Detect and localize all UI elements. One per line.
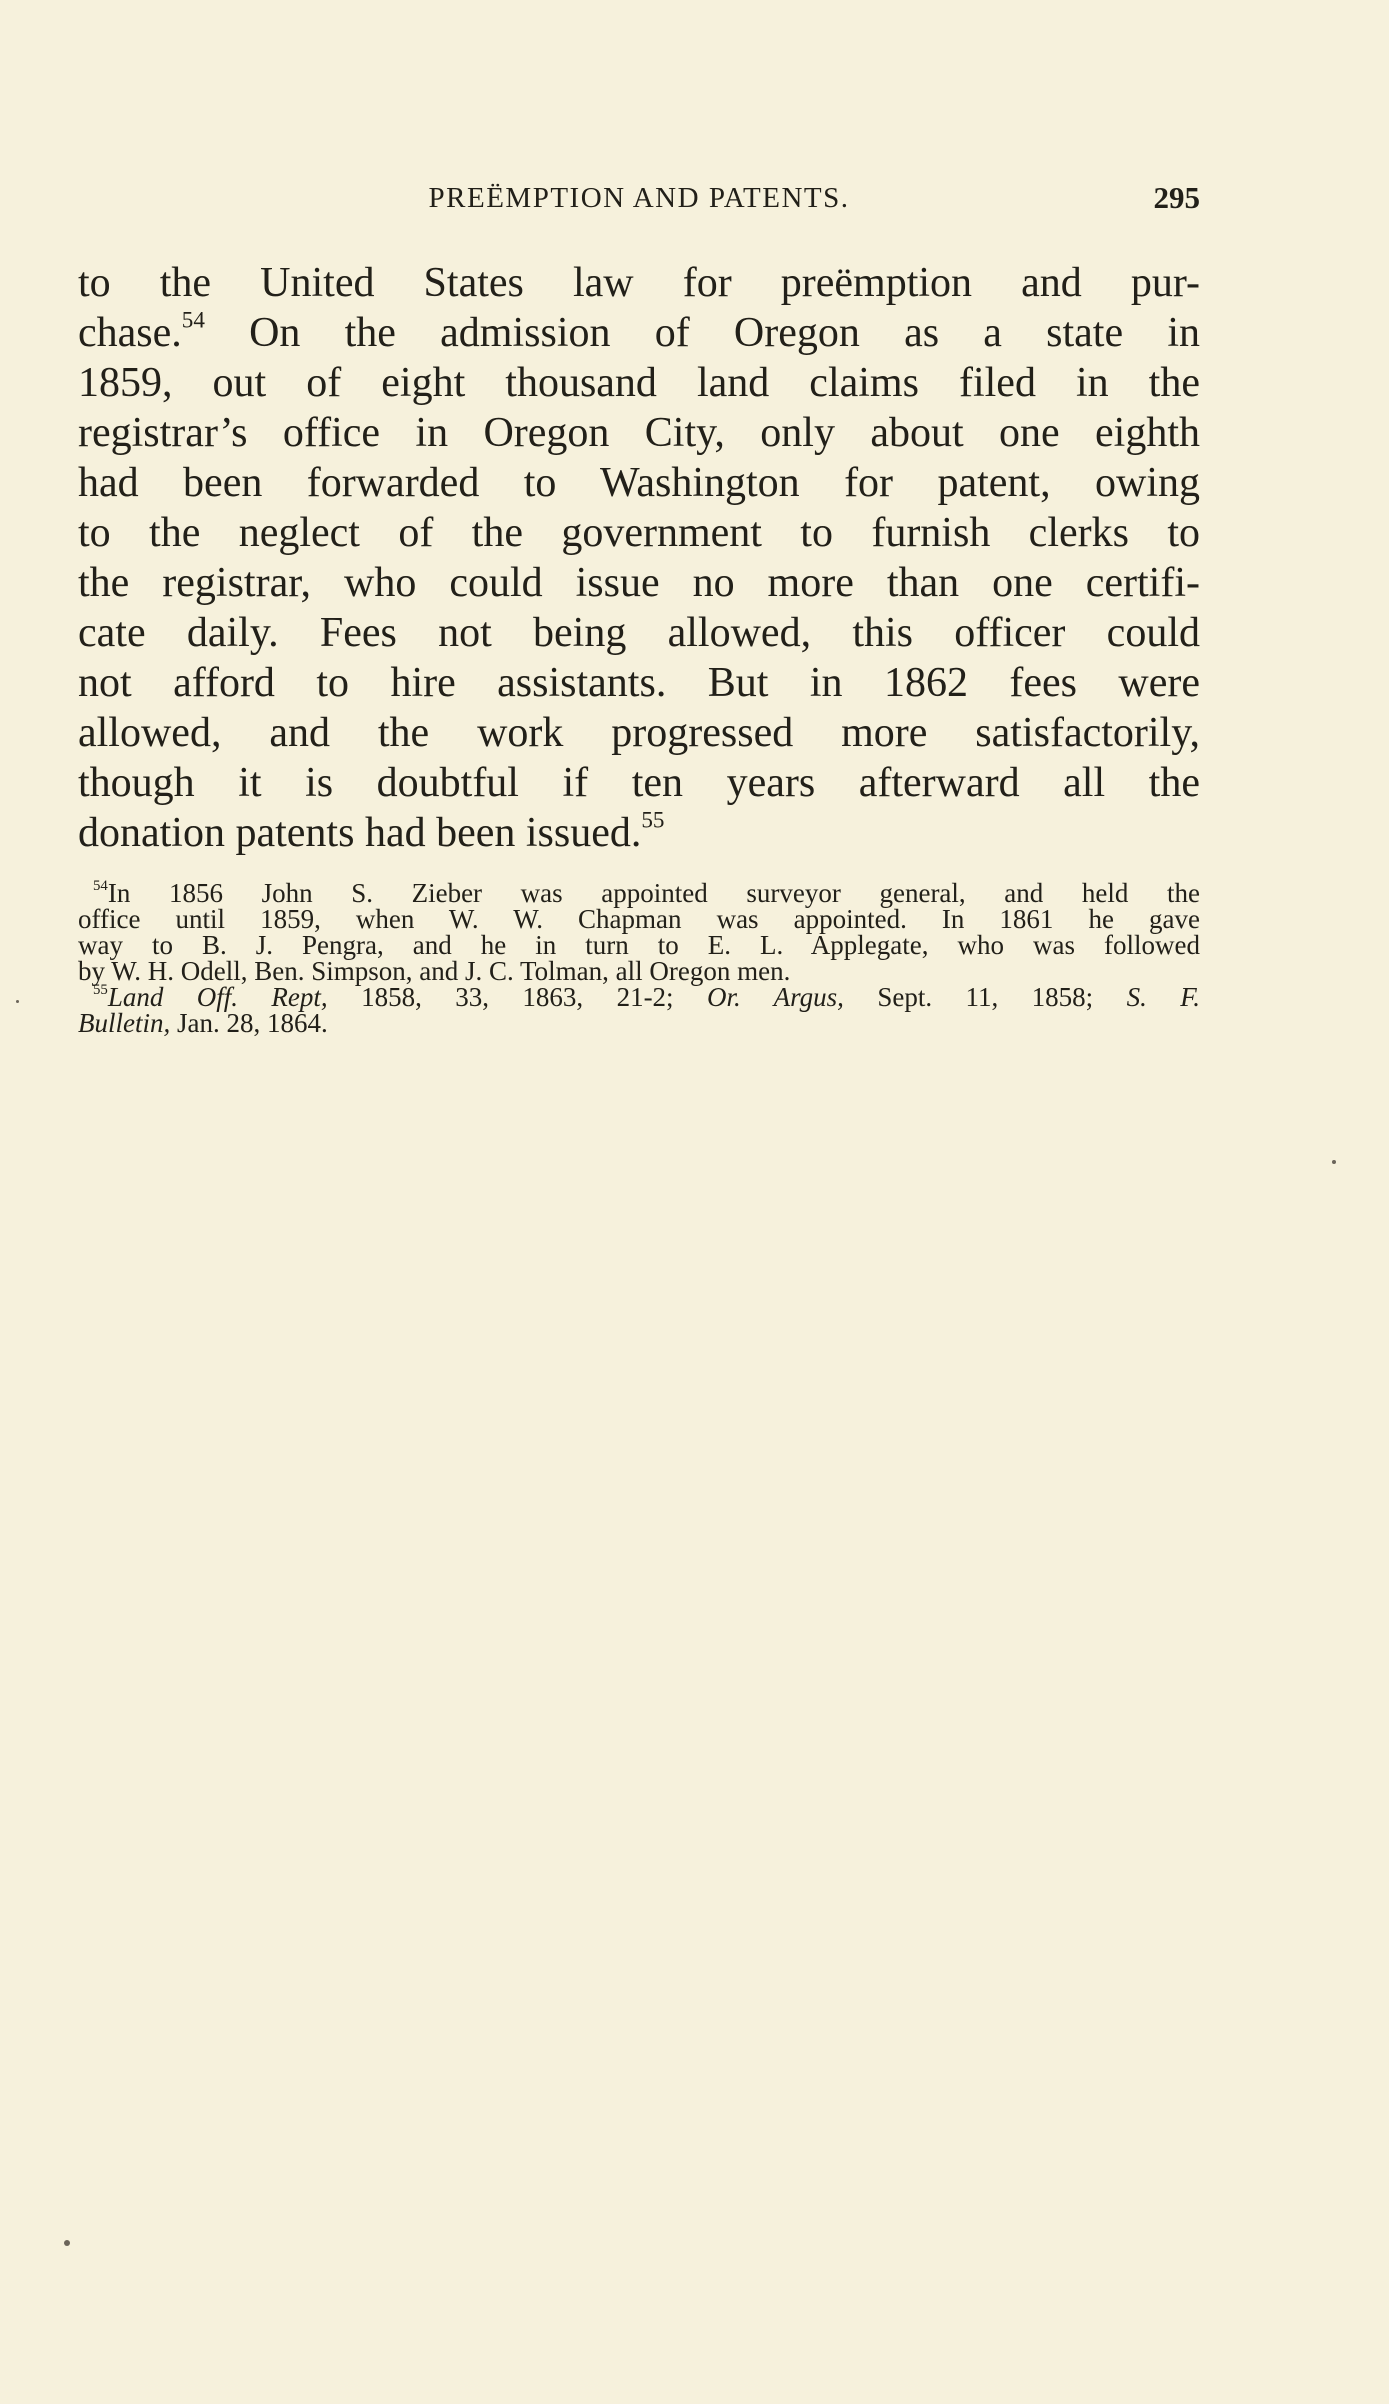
body-line xyxy=(78,808,1200,858)
footnote-text: In 1856 John S. Zieber was appointed surveyor general, and held the xyxy=(107,878,1200,908)
body-line xyxy=(78,758,1200,808)
citation-text: Jan. 28, 1864. xyxy=(170,1008,328,1038)
body-line xyxy=(78,258,1200,308)
body-line-text: to the neglect of the government to furnish clerks to xyxy=(78,510,1200,556)
footnote-ref-54: 54 xyxy=(181,306,205,333)
body-line-text: the registrar, who could issue no more than one certifi- xyxy=(78,560,1200,606)
body-line-text: registrar’s office in Oregon City, only about one eighth xyxy=(78,410,1200,456)
body-line xyxy=(78,358,1200,408)
body-line xyxy=(78,408,1200,458)
citation-text: 1858, 33, 1863, 21-2; xyxy=(327,982,707,1012)
footnote-text: way to B. J. Pengra, and he in turn to E. L. Applegate, who was followed xyxy=(78,930,1200,960)
body-line xyxy=(78,608,1200,658)
citation-title: Bulletin, xyxy=(78,1008,171,1038)
footnote-text: office until 1859, when W. W. Chapman was appointed. In 1861 he gave xyxy=(78,904,1200,934)
footnotes xyxy=(78,880,1200,1036)
running-header xyxy=(78,176,1200,220)
body-line-text: not afford to hire assistants. But in 1862 fees were xyxy=(78,660,1200,706)
paper-speck xyxy=(16,1000,19,1003)
citation-title: S. F. xyxy=(1126,982,1201,1012)
body-line xyxy=(78,308,1200,358)
paper-speck xyxy=(1332,1160,1336,1164)
page-number: 295 xyxy=(1153,180,1200,215)
body-line-text: had been forwarded to Washington for patent, owing xyxy=(78,460,1200,506)
footnote-55-line xyxy=(78,1010,1200,1036)
body-line-text: cate daily. Fees not being allowed, this officer could xyxy=(78,610,1200,656)
paper-speck xyxy=(64,2240,70,2246)
body-line-text: 1859, out of eight thousand land claims filed in the xyxy=(78,360,1200,406)
footnote-55-line xyxy=(78,984,1200,1010)
footnote-text: by W. H. Odell, Ben. Simpson, and J. C. Tolman, all Oregon men. xyxy=(78,956,791,986)
footnote-54-line xyxy=(78,958,1200,984)
body-line xyxy=(78,508,1200,558)
footnote-marker-54: 54 xyxy=(93,878,108,895)
body-line-text: donation patents had been issued. xyxy=(78,810,642,856)
body-line-text: On the admission of Oregon as a state in xyxy=(204,310,1200,356)
footnote-54-line xyxy=(78,906,1200,932)
body-line xyxy=(78,658,1200,708)
body-line xyxy=(78,708,1200,758)
body-paragraph xyxy=(78,258,1200,858)
footnote-54-line xyxy=(78,932,1200,958)
body-line xyxy=(78,558,1200,608)
body-line xyxy=(78,458,1200,508)
body-line-text: allowed, and the work progressed more satisfactorily, xyxy=(78,710,1200,756)
citation-title: Land Off. Rept, xyxy=(107,982,328,1012)
body-line-text: to the United States law for preëmption and pur- xyxy=(78,260,1200,306)
citation-text: Sept. 11, 1858; xyxy=(843,982,1127,1012)
footnote-marker-55: 55 xyxy=(93,982,108,999)
footnote-ref-55: 55 xyxy=(641,806,665,833)
running-title: PREËMPTION AND PATENTS. xyxy=(428,182,850,214)
body-line-text: chase. xyxy=(78,310,182,356)
citation-title: Or. Argus, xyxy=(706,982,844,1012)
footnote-54-line xyxy=(78,880,1200,906)
body-line-text: though it is doubtful if ten years afterward all the xyxy=(78,760,1200,806)
